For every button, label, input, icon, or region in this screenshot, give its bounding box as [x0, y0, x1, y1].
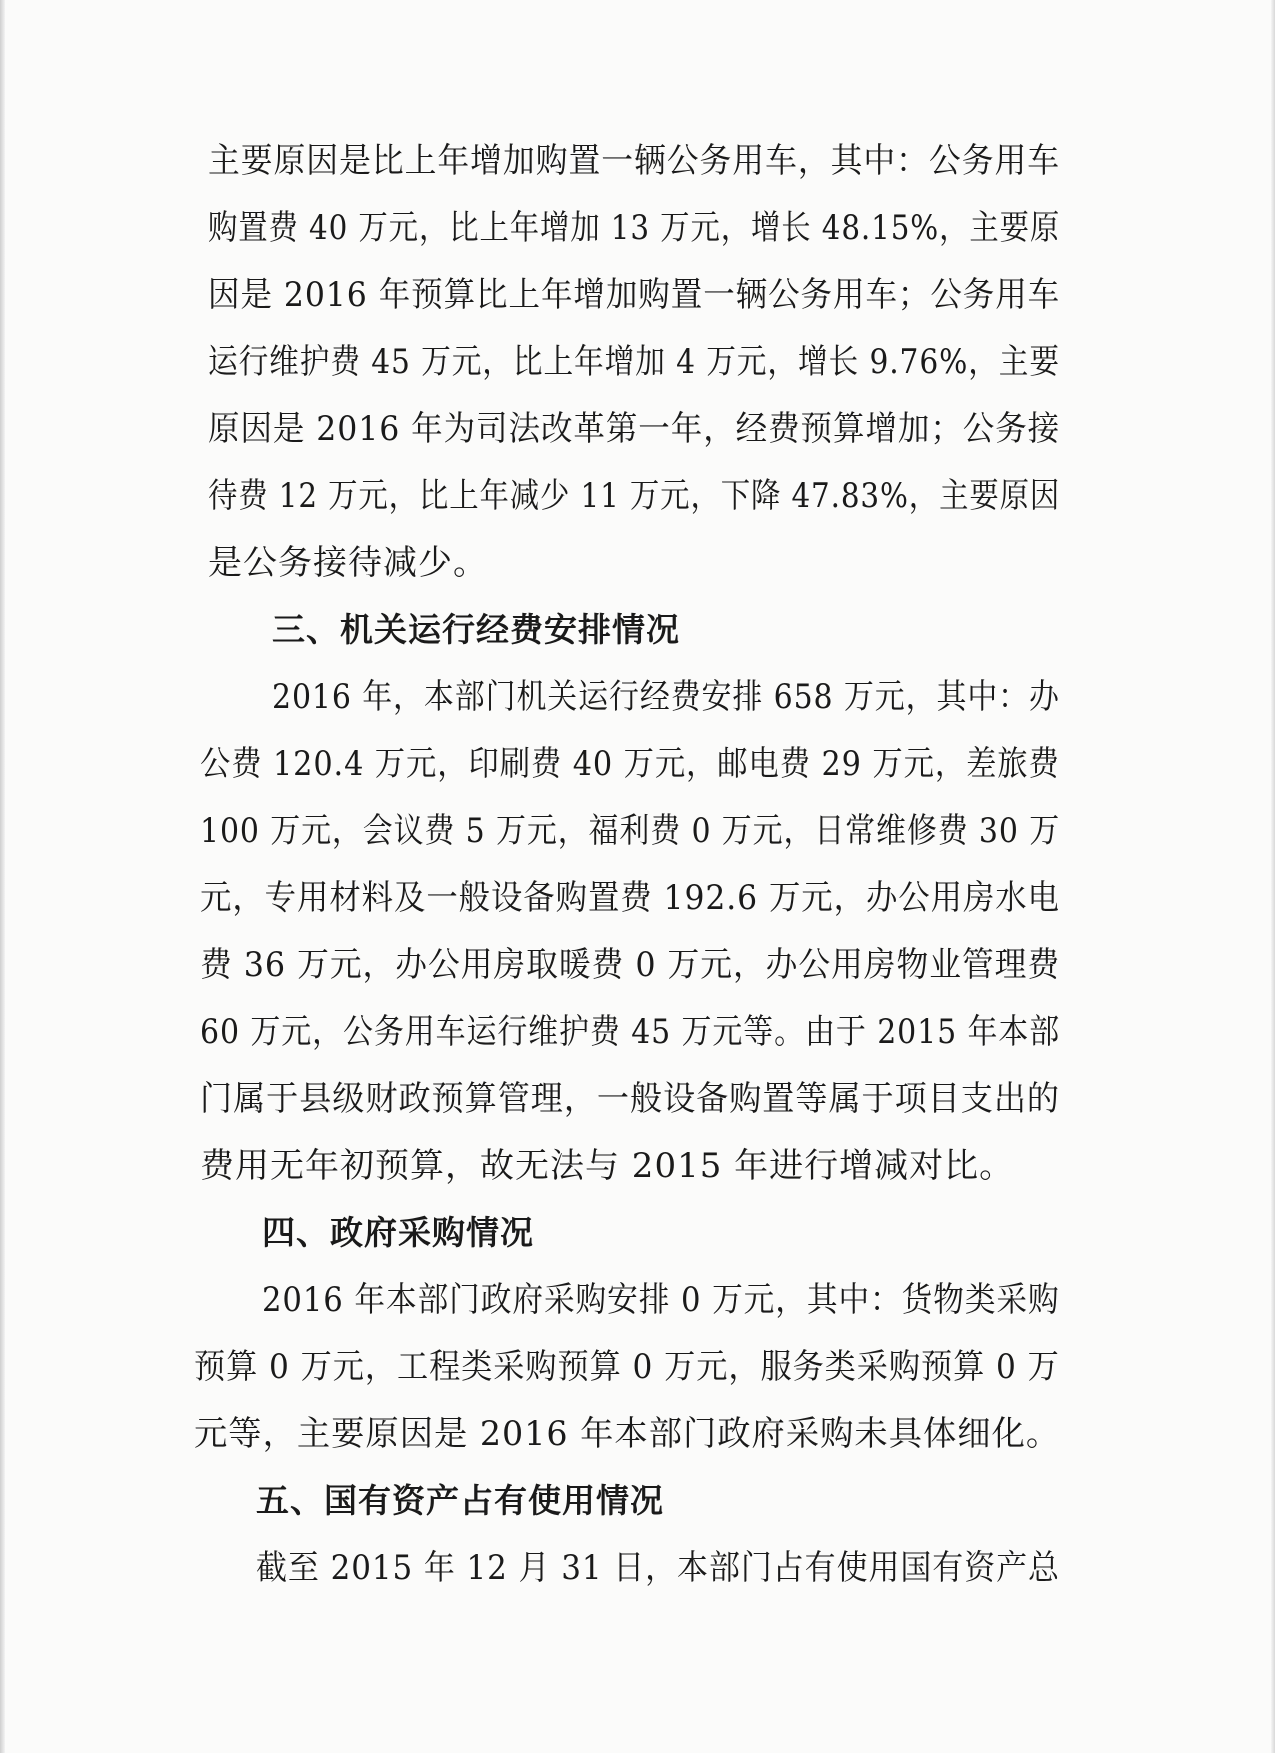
body-line-4: 运行维护费 45 万元，比上年增加 4 万元，增长 9.76%，主要: [208, 342, 1060, 382]
body-line-18: 元等，主要原因是 2016 年本部门政府采购未具体细化。: [194, 1414, 1061, 1454]
body-line-19: 截至 2015 年 12 月 31 日，本部门占有使用国有资产总: [256, 1548, 1060, 1588]
body-line-5: 原因是 2016 年为司法改革第一年，经费预算增加；公务接: [208, 409, 1061, 449]
body-line-7: 是公务接待减少。: [208, 543, 488, 583]
scan-left-edge: [0, 0, 5, 1753]
body-line-15: 费用无年初预算，故无法与 2015 年进行增减对比。: [200, 1146, 1015, 1186]
body-line-9: 公费 120.4 万元，印刷费 40 万元，邮电费 29 万元，差旅费: [200, 744, 1060, 784]
body-line-14: 门属于县级财政预算管理，一般设备购置等属于项目支出的: [200, 1079, 1060, 1119]
body-line-2: 购置费 40 万元，比上年增加 13 万元，增长 48.15%，主要原: [208, 208, 1061, 248]
body-line-6: 待费 12 万元，比上年减少 11 万元，下降 47.83%，主要原因: [208, 476, 1061, 516]
body-line-12: 费 36 万元，办公用房取暖费 0 万元，办公用房物业管理费: [200, 945, 1061, 985]
scan-right-edge: [1271, 0, 1275, 1753]
body-line-13: 60 万元，公务用车运行维护费 45 万元等。由于 2015 年本部: [200, 1012, 1061, 1052]
body-line-1: 主要原因是比上年增加购置一辆公务用车，其中：公务用车: [208, 141, 1060, 181]
section-heading-3: 三、机关运行经费安排情况: [272, 610, 680, 649]
body-line-17: 预算 0 万元，工程类采购预算 0 万元，服务类采购预算 0 万: [194, 1347, 1060, 1387]
section-heading-4: 四、政府采购情况: [262, 1213, 534, 1252]
section-heading-5: 五、国有资产占有使用情况: [256, 1481, 664, 1520]
body-line-11: 元，专用材料及一般设备购置费 192.6 万元，办公用房水电: [200, 878, 1060, 918]
body-line-8: 2016 年，本部门机关运行经费安排 658 万元，其中：办: [272, 677, 1060, 717]
body-line-3: 因是 2016 年预算比上年增加购置一辆公务用车；公务用车: [208, 275, 1061, 315]
body-line-16: 2016 年本部门政府采购安排 0 万元，其中：货物类采购: [262, 1280, 1060, 1320]
body-line-10: 100 万元，会议费 5 万元，福利费 0 万元，日常维修费 30 万: [200, 811, 1061, 851]
